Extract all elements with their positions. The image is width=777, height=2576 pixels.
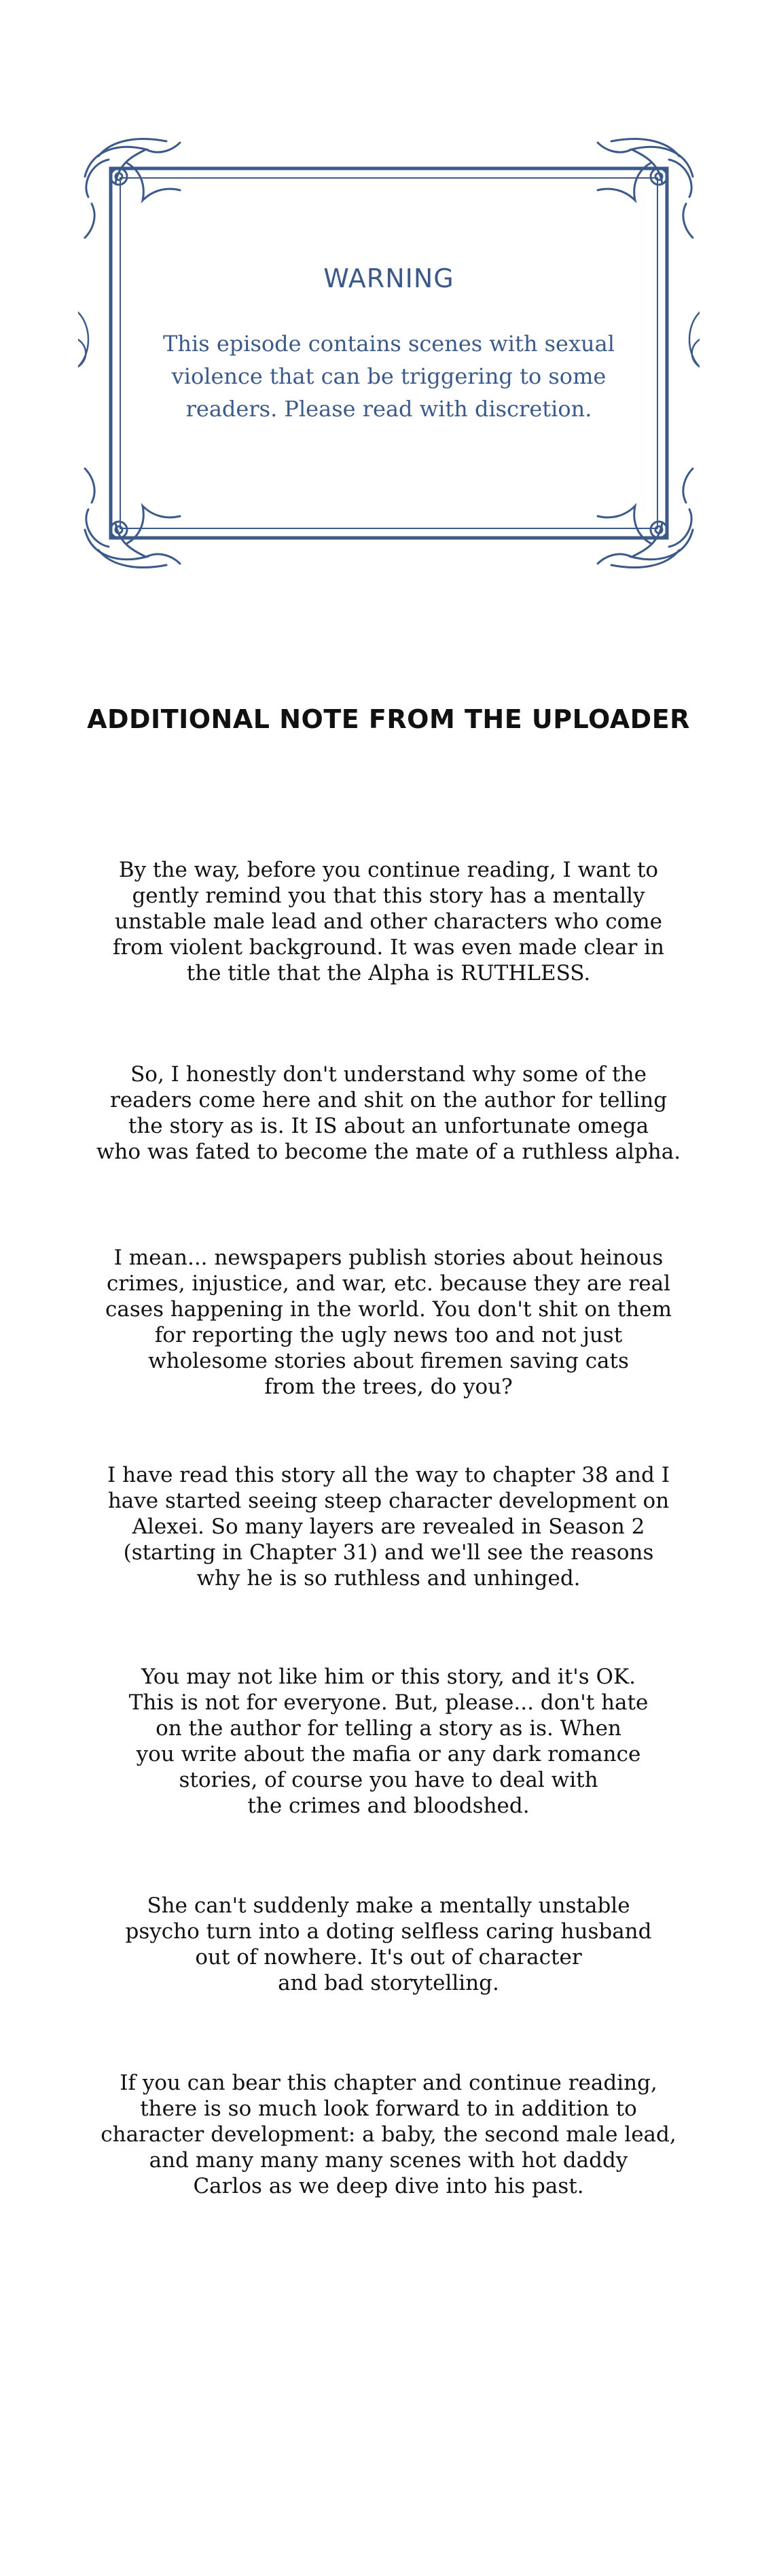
note-paragraph-2: So, I honestly don't understand why some of the readers come here and shit on the author for telling the story as is. It IS about an unfortunate omega who was fated to become the mate of a ruthless alpha. <box>96 1062 681 1164</box>
uploader-note-title: ADDITIONAL NOTE FROM THE UPLOADER <box>87 704 690 734</box>
note-paragraph-3: I mean... newspapers publish stories about heinous crimes, injustice, and war, etc. because they are real cases happening in the world. You don't shit on them for reporting the ugly news too and not just wholesome stories about firemen saving cats from the trees, do you? <box>105 1246 672 1399</box>
note-paragraph-5: You may not like him or this story, and it's OK. This is not for everyone. But, please... don't hate on the author for telling a story as is. When you write about the mafia or any dark romance stories, of course you have to deal with the crimes and bloodshed. <box>128 1665 649 1818</box>
warning-title: WARNING <box>323 264 454 293</box>
warning-panel <box>78 136 700 570</box>
note-paragraph-6: She can't suddenly make a mentally unstable psycho turn into a doting selfless caring husband out of nowhere. It's out of character and bad storytelling. <box>125 1893 652 1995</box>
note-paragraph-4: I have read this story all the way to chapter 38 and I have started seeing steep character development on Alexei. So many layers are revealed in Season 2 (starting in Chapter 31) and we'll see the reasons why he is so ruthless and unhinged. <box>107 1463 670 1591</box>
note-paragraph-1: By the way, before you continue reading, I want to gently remind you that this story has a mentally unstable male lead and other characters who come from violent background. It was even made clear in the title that the Alpha is RUTHLESS. <box>112 858 665 985</box>
warning-body: This episode contains scenes with sexual violence that can be triggering to some readers. Please read with discretion. <box>163 331 615 422</box>
note-paragraph-7: If you can bear this chapter and continue reading, there is so much look forward to in addition to character development: a baby, the second male lead, and many many many scenes with hot daddy Carlos as we deep dive into his past. <box>101 2071 676 2198</box>
